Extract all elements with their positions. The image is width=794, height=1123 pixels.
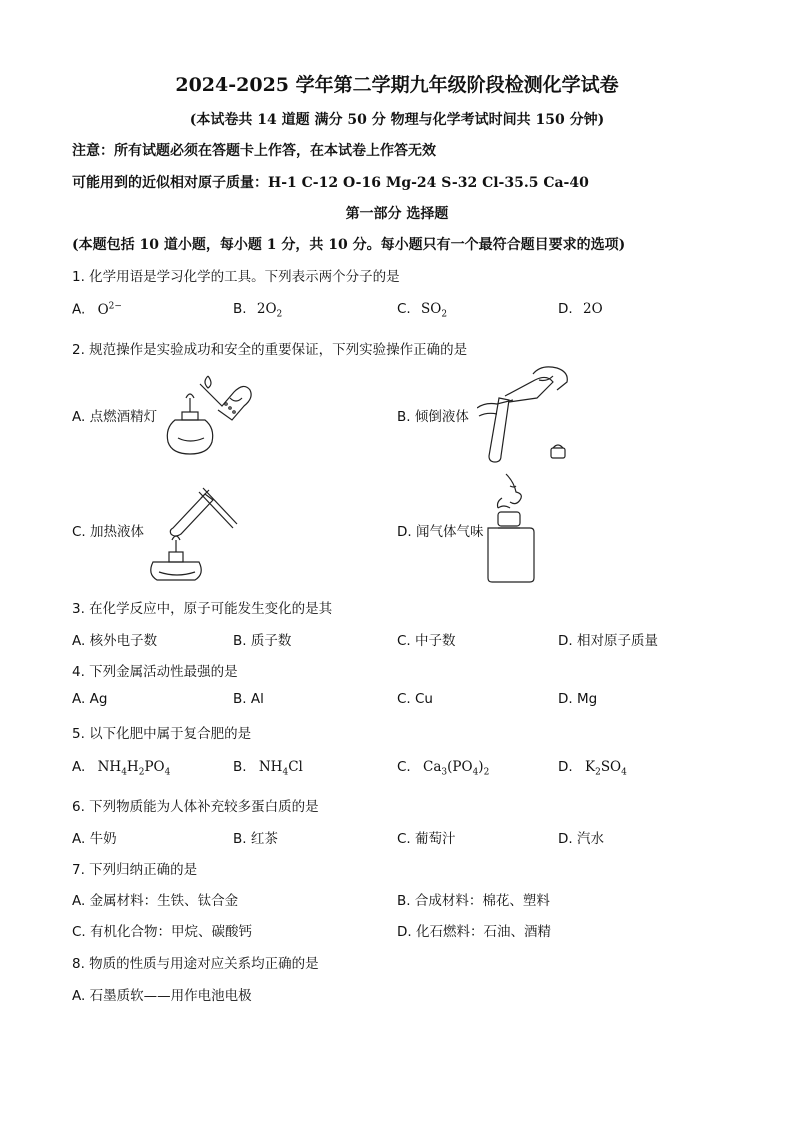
q3-option-b[interactable]: B. 质子数 — [233, 633, 292, 649]
q2-option-d[interactable]: D. 闻气体气味 — [397, 524, 484, 540]
question-7-stem: 7. 下列归纳正确的是 — [72, 862, 198, 878]
question-8-stem: 8. 物质的性质与用途对应关系均正确的是 — [72, 956, 319, 972]
q1-option-a[interactable]: A. $O^{2-}$ — [72, 301, 122, 318]
q1-option-c[interactable]: C. $SO_2$ — [397, 301, 448, 320]
question-4-stem: 4. 下列金属活动性最强的是 — [72, 664, 238, 680]
q1-option-b[interactable]: B. $2O_2$ — [233, 301, 283, 320]
q2-option-a[interactable]: A. 点燃酒精灯 — [72, 409, 158, 425]
question-5-stem: 5. 以下化肥中属于复合肥的是 — [72, 726, 252, 742]
lighting-alcohol-lamp-image — [160, 368, 260, 460]
notice: 注意：所有试题必须在答题卡上作答，在本试卷上作答无效 — [72, 143, 436, 159]
q2-option-b[interactable]: B. 倾倒液体 — [397, 409, 469, 425]
q8-option-a[interactable]: A. 石墨质软——用作电池电极 — [72, 988, 252, 1004]
pouring-liquid-image — [477, 362, 577, 466]
question-2-stem: 2. 规范操作是实验成功和安全的重要保证，下列实验操作正确的是 — [72, 342, 468, 358]
q3-option-c[interactable]: C. 中子数 — [397, 633, 456, 649]
q6-option-b[interactable]: B. 红茶 — [233, 831, 278, 847]
question-3-stem: 3. 在化学反应中，原子可能发生变化的是其 — [72, 601, 333, 617]
q5-option-a[interactable]: A. $NH_4H_2PO_4$ — [72, 759, 171, 778]
q4-option-c[interactable]: C. Cu — [397, 691, 433, 707]
q7-option-a[interactable]: A. 金属材料：生铁、钛合金 — [72, 893, 239, 909]
heating-liquid-image — [145, 478, 245, 584]
q6-option-a[interactable]: A. 牛奶 — [72, 831, 117, 847]
question-1-stem: 1. 化学用语是学习化学的工具。下列表示两个分子的是 — [72, 269, 400, 285]
q3-option-a[interactable]: A. 核外电子数 — [72, 633, 158, 649]
q7-option-d[interactable]: D. 化石燃料：石油、酒精 — [397, 924, 551, 940]
q6-option-d[interactable]: D. 汽水 — [558, 831, 604, 847]
q6-option-c[interactable]: C. 葡萄汁 — [397, 831, 456, 847]
smelling-gas-image — [484, 472, 544, 584]
section-instructions: (本题包括 10 道小题，每小题 1 分，共 10 分。每小题只有一个最符合题目要求的选项) — [72, 237, 626, 253]
q4-option-a[interactable]: A. Ag — [72, 691, 108, 707]
q5-option-d[interactable]: D. $K_2SO_4$ — [558, 759, 627, 778]
exam-title: 2024-2025 学年第二学期九年级阶段检测化学试卷 — [175, 74, 619, 96]
q1-option-d[interactable]: D. 2O — [558, 301, 603, 317]
q7-option-c[interactable]: C. 有机化合物：甲烷、碳酸钙 — [72, 924, 253, 940]
q3-option-d[interactable]: D. 相对原子质量 — [558, 633, 658, 649]
q5-option-c[interactable]: C. $Ca_3(PO_4)_2$ — [397, 759, 490, 778]
q5-option-b[interactable]: B. $NH_4Cl$ — [233, 759, 303, 778]
exam-subtitle: (本试卷共 14 道题 满分 50 分 物理与化学考试时间共 150 分钟) — [189, 112, 605, 128]
q2-option-c[interactable]: C. 加热液体 — [72, 524, 145, 540]
section-title: 第一部分 选择题 — [345, 206, 449, 222]
q4-option-d[interactable]: D. Mg — [558, 691, 598, 707]
q4-option-b[interactable]: B. Al — [233, 691, 264, 707]
atomic-masses: 可能用到的近似相对原子质量：H-1 C-12 O-16 Mg-24 S-32 Cl-35.5 Ca-40 — [72, 175, 589, 191]
q7-option-b[interactable]: B. 合成材料：棉花、塑料 — [397, 893, 550, 909]
question-6-stem: 6. 下列物质能为人体补充较多蛋白质的是 — [72, 799, 319, 815]
